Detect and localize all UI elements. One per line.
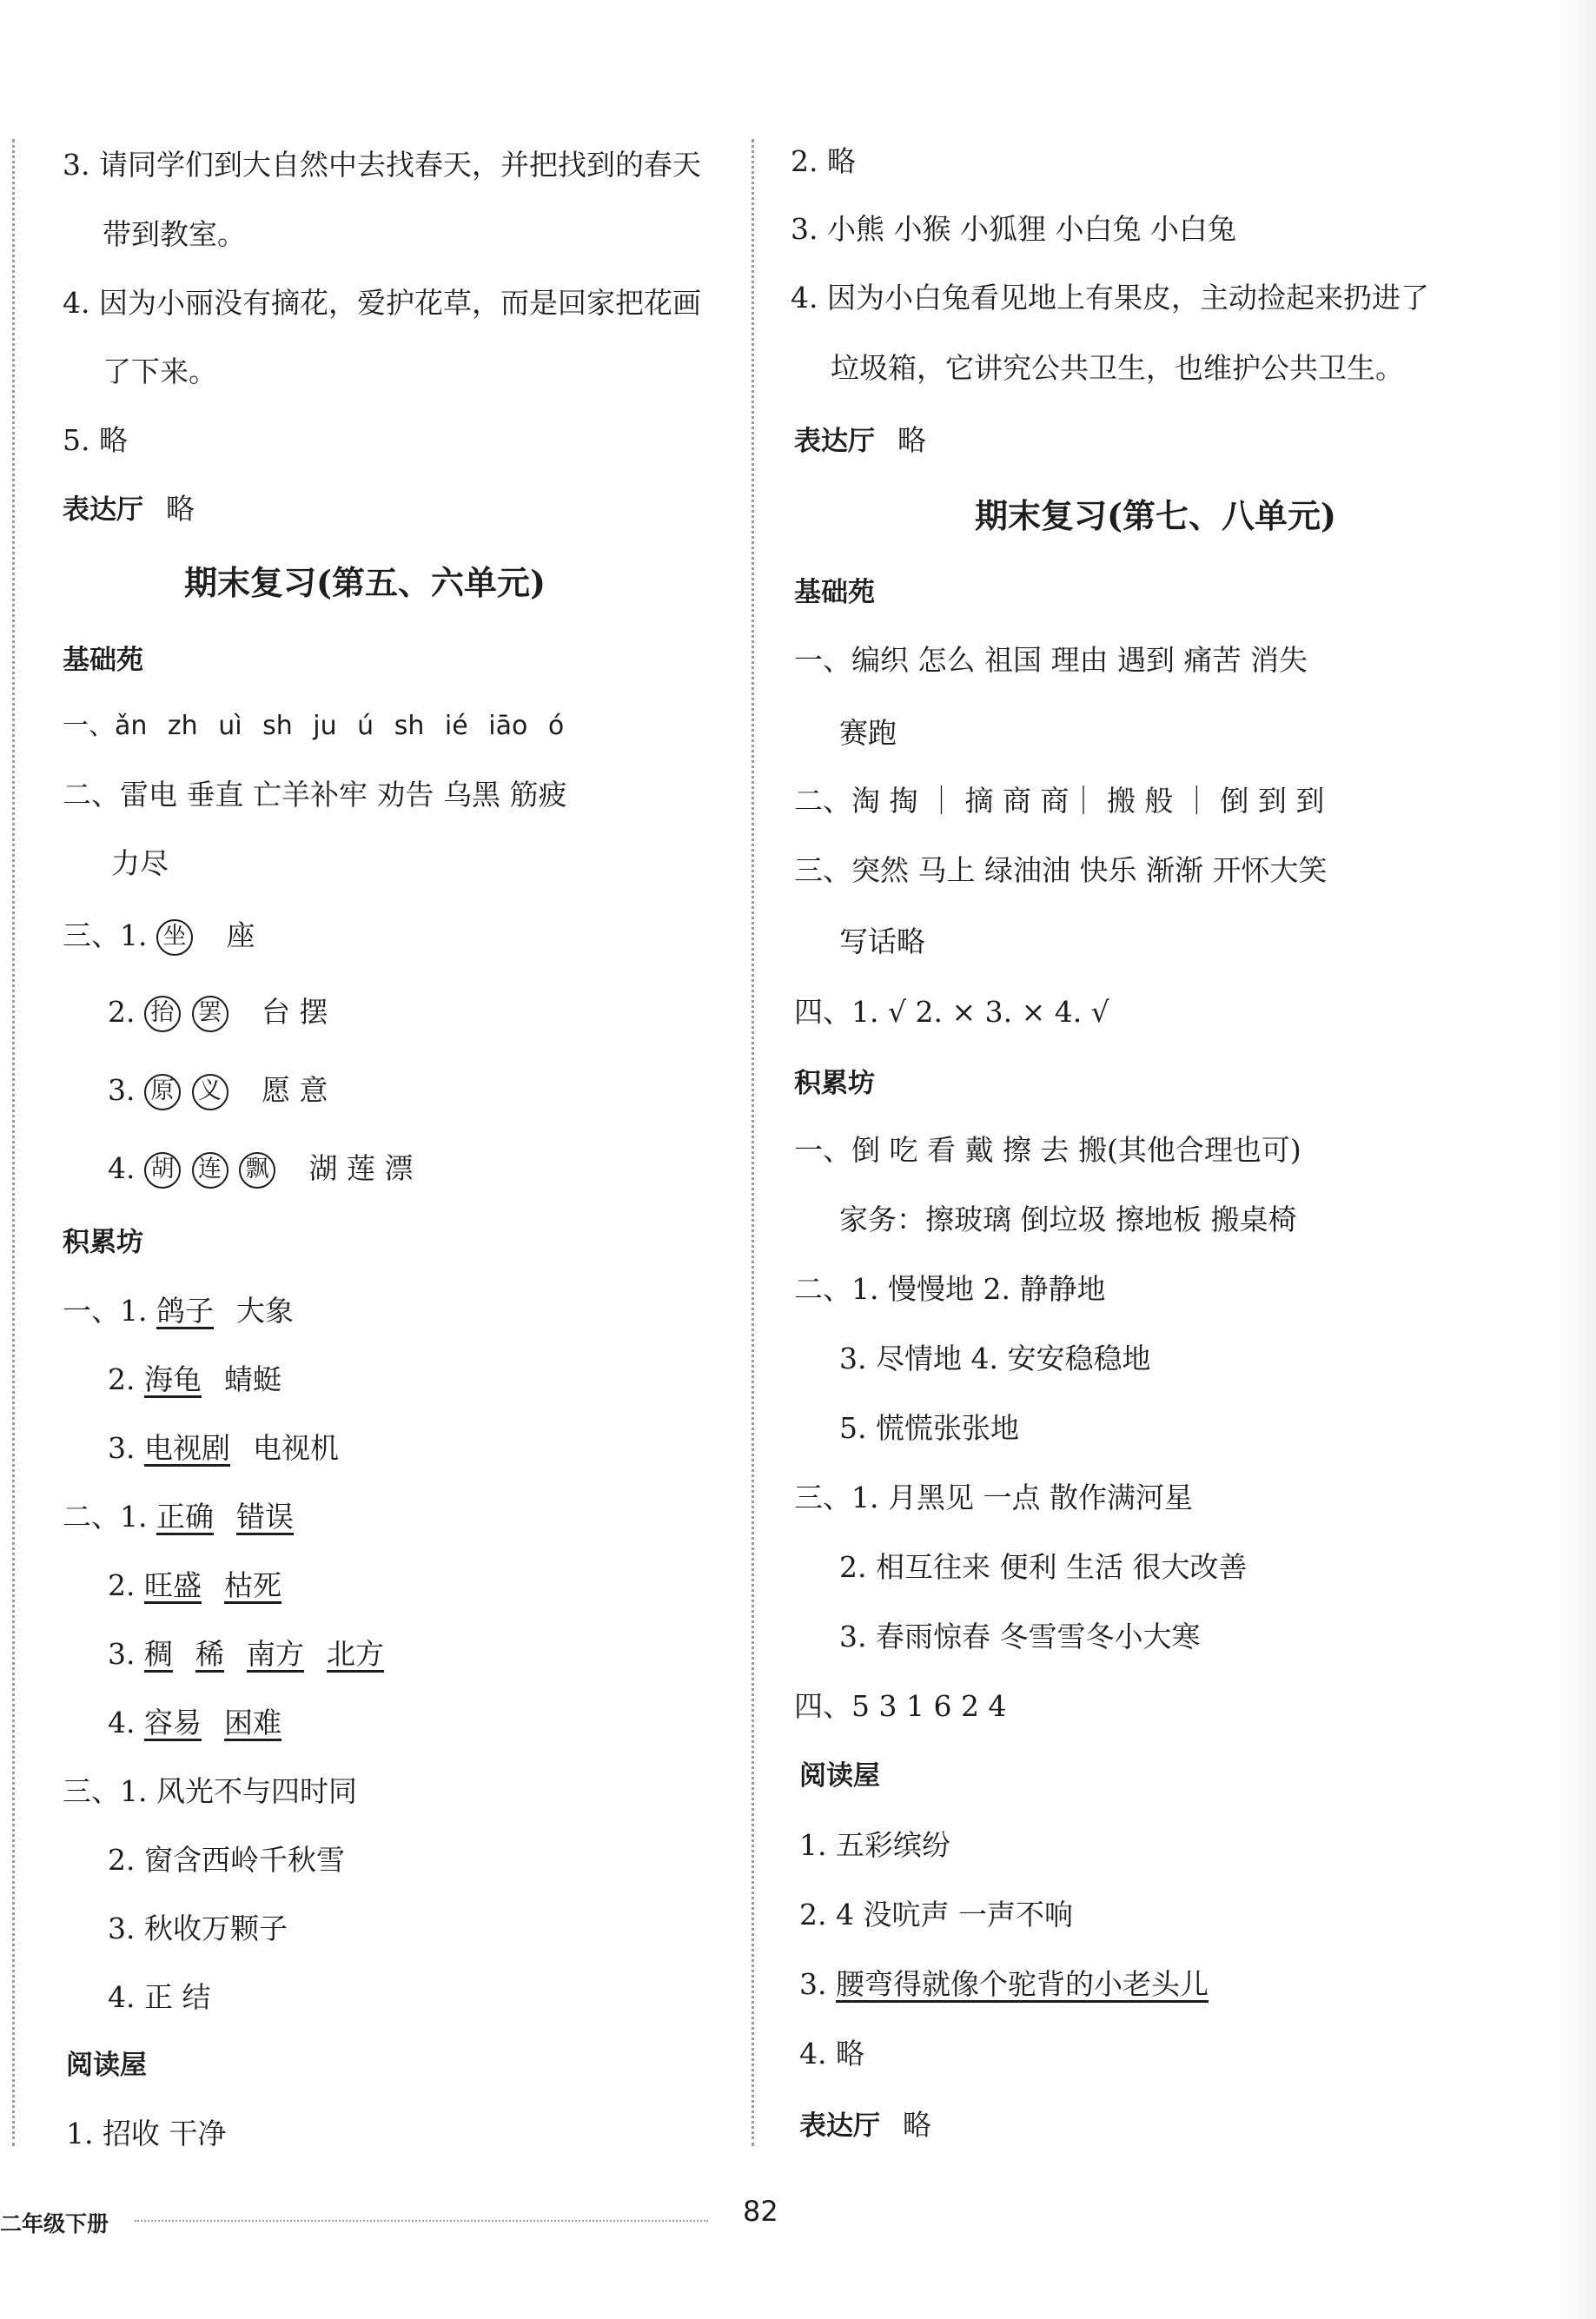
underlined-answer: 电视剧 [144,1431,230,1465]
answer: 蜻蜓 [224,1362,281,1396]
left-jilei-heading: 积累坊 [63,1227,143,1258]
right-j1: 一、倒 吃 看 戴 擦 去 搬(其他合理也可) [794,1133,1301,1167]
right-item-2: 2. 略 [791,144,856,178]
pinyin-answers: ǎn zh uì sh ju ú sh ié iāo ó [115,711,565,741]
sub-number: 4. [108,1706,136,1739]
underlined-answer: 困难 [224,1706,281,1739]
left-j2-2 [108,1567,281,1605]
left-j3-4: 4. 正 结 [108,1980,211,2014]
right-jichu-heading: 基础苑 [794,577,875,608]
left-jichu-heading: 基础苑 [63,645,143,676]
left-q3-4 [108,1150,413,1188]
underlined-answer: 容易 [144,1706,202,1739]
right-y3 [799,1965,1209,2004]
answer: 大象 [236,1294,294,1328]
left-q3-1 [63,917,255,955]
circled-char: 坐 [156,919,193,956]
circled-char: 胡 [144,1152,181,1189]
item-number: 三、 [63,1774,120,1808]
right-item-3: 3. 小熊 小猴 小狐狸 小白兔 小白兔 [791,212,1236,246]
underlined-answer: 旺盛 [144,1568,202,1602]
right-biaoda2-row [799,2106,931,2144]
answer: 雷电 垂直 亡羊补牢 劝告 乌黑 筋疲 [120,778,567,812]
left-y1: 1. 招收 干净 [66,2117,227,2150]
underlined-answer: 错误 [236,1500,294,1534]
item-number: 二、 [63,1500,120,1534]
sub-number: 2. [108,995,136,1029]
left-q2 [63,776,566,814]
answer: 电视机 [253,1431,339,1465]
sub-number: 4. [108,1151,136,1185]
right-q2: 二、淘 掏 ｜ 摘 商 商｜ 搬 般 ｜ 倒 到 到 [794,784,1325,818]
circled-char: 连 [192,1152,228,1189]
sub-number: 3. [108,1431,136,1465]
right-biaoda-row [794,421,926,460]
right-y2: 2. 4 没吭声 一声不响 [799,1898,1073,1931]
column-divider-dots [752,139,754,2146]
left-q3-2 [108,993,328,1031]
underlined-answer: 稀 [195,1637,224,1671]
right-j2-row1: 二、1. 慢慢地 2. 静静地 [794,1272,1106,1306]
answer: 湖 莲 漂 [308,1151,414,1185]
answer: 略 [903,2108,931,2142]
underlined-answer: 鸽子 [156,1294,214,1328]
grade-label: 二年级下册 [0,2211,109,2236]
sub-number: 2. [108,1362,136,1396]
right-q4: 四、1. √ 2. × 3. × 4. √ [794,995,1109,1029]
left-item-4-cont: 了下来。 [103,354,217,388]
left-binding-dots [12,139,15,2146]
circled-char: 飘 [239,1152,275,1189]
underlined-answer: 南方 [247,1637,304,1671]
left-j3-3: 3. 秋收万颗子 [108,1912,288,1945]
left-yuedu-heading: 阅读屋 [66,2050,147,2081]
answer: 略 [166,492,195,526]
underlined-answer: 正确 [156,1500,214,1534]
circled-char: 原 [144,1074,181,1110]
circled-char: 罢 [192,996,228,1032]
right-yuedu-heading: 阅读屋 [799,1760,880,1792]
left-j1-1 [63,1292,294,1330]
footer-dotted-rule [135,2220,708,2222]
sub-number: 3. [108,1637,136,1671]
right-q1: 一、编织 怎么 祖国 理由 遇到 痛苦 消失 [794,643,1308,677]
right-section-title: 期末复习(第七、八单元) [975,496,1336,535]
right-j1-cont: 家务：擦玻璃 倒垃圾 擦地板 搬桌椅 [839,1203,1297,1236]
left-item-4: 4. 因为小丽没有摘花，爱护花草，而是回家把花画 [63,286,701,320]
right-q3-cont: 写话略 [839,924,925,958]
left-biaoda-row [63,490,195,528]
right-j2-row3: 5. 慌慌张张地 [839,1411,1019,1445]
left-j3-1 [63,1772,357,1811]
left-item-3: 3. 请同学们到大自然中去找春天，并把找到的春天 [63,148,701,182]
left-j1-2 [108,1361,281,1399]
section-heading: 表达厅 [799,2110,880,2142]
section-heading: 表达厅 [794,426,875,457]
left-j2-3 [108,1635,384,1673]
item-number: 一、 [63,1294,120,1328]
right-item-4: 4. 因为小白兔看见地上有果皮，主动捡起来扔进了 [791,281,1429,315]
underlined-answer: 北方 [327,1637,384,1671]
left-item-5: 5. 略 [63,423,128,457]
right-j3-row3: 3. 春雨惊春 冬雪雪冬小大寒 [839,1620,1201,1653]
sub-number: 3. [799,1967,827,2001]
item-number: 一、 [63,711,115,741]
sub-number: 2. [108,1568,136,1602]
page-edge-shadow [1555,0,1596,2319]
left-q3-3 [108,1071,328,1110]
sub-number: 1. [120,1500,148,1534]
pinyin-row [63,707,564,745]
section-heading: 表达厅 [63,494,143,526]
circled-char: 抬 [144,996,181,1032]
item-number: 三、 [63,918,120,952]
underlined-answer: 腰弯得就像个驼背的小老头儿 [836,1967,1209,2001]
right-item-4-cont: 垃圾箱，它讲究公共卫生，也维护公共卫生。 [831,351,1404,385]
left-item-3-cont: 带到教室。 [103,217,246,251]
left-j1-3 [108,1429,339,1468]
underlined-answer: 海龟 [144,1362,202,1396]
answer: 座 [226,918,255,952]
circled-char: 义 [192,1074,228,1110]
answer: 略 [897,423,926,457]
right-jilei-heading: 积累坊 [794,1068,875,1099]
right-j3-row2: 2. 相互往来 便利 生活 很大改善 [839,1550,1248,1584]
answer: 愿 意 [262,1073,328,1107]
sub-number: 1. [120,1294,148,1328]
sub-number: 3. [108,1073,136,1107]
right-j2-row2: 3. 尽情地 4. 安安稳稳地 [839,1342,1151,1375]
left-j3-2: 2. 窗含西岭千秋雪 [108,1843,345,1877]
underlined-answer: 稠 [144,1637,173,1671]
left-section-title: 期末复习(第五、六单元) [184,563,546,602]
left-j2-1 [63,1498,294,1536]
sub-number: 1. [120,918,148,952]
left-j2-4 [108,1704,281,1742]
right-q1-cont: 赛跑 [839,716,897,750]
answer: 1. 风光不与四时同 [120,1774,357,1808]
right-j4: 四、5 3 1 6 2 4 [794,1689,1007,1723]
right-y1: 1. 五彩缤纷 [799,1828,950,1862]
right-j3-row1: 三、1. 月黑见 一点 散作满河星 [794,1481,1193,1514]
answer: 台 摆 [262,995,328,1029]
underlined-answer: 枯死 [224,1568,281,1602]
right-y4: 4. 略 [799,2037,864,2071]
right-q3: 三、突然 马上 绿油油 快乐 渐渐 开怀大笑 [794,853,1328,887]
item-number: 二、 [63,778,120,812]
left-q2-cont: 力尽 [111,846,169,880]
page-number: 82 [743,2195,778,2228]
